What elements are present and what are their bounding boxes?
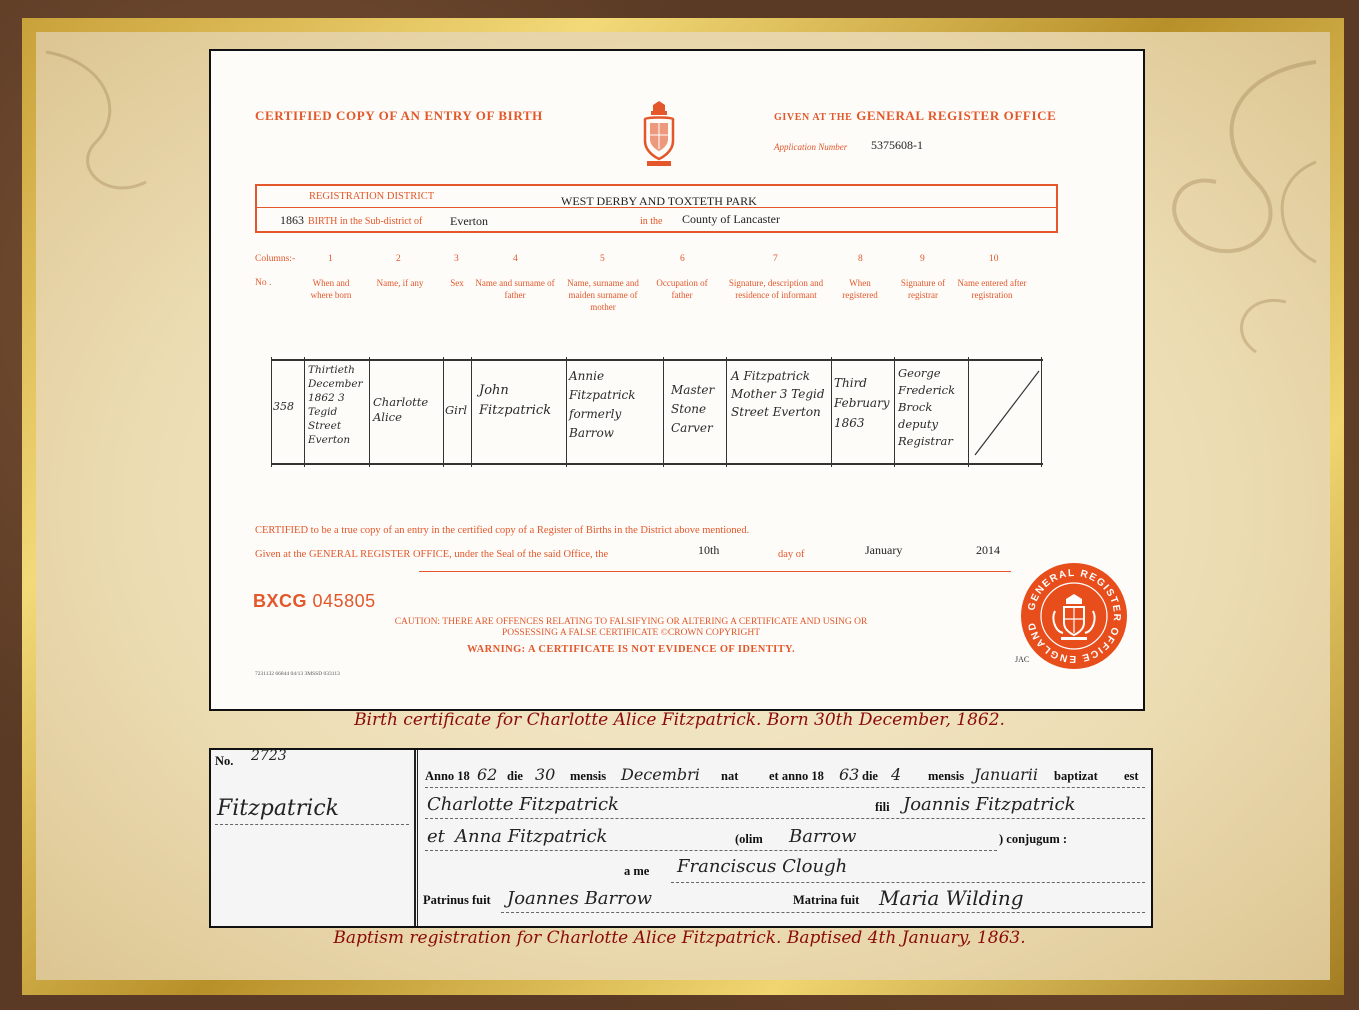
registration-district-label: REGISTRATION DISTRICT <box>309 191 435 202</box>
general-register-office-seal-icon <box>1019 561 1129 671</box>
jac-initials: JAC <box>1015 655 1030 664</box>
entry-row <box>271 359 1043 465</box>
entry-mother: Annie Fitzpatrick formerly Barrow <box>569 369 636 440</box>
print-code: 7231132 66844 04/13 3MSSD 033113 <box>255 671 340 677</box>
die-value: 30 <box>535 765 556 784</box>
mensis-label: mensis <box>570 769 607 783</box>
baptism-child: Charlotte Fitzpatrick <box>427 794 619 815</box>
day-of-label: day of <box>778 549 805 560</box>
in-the-label: in the <box>640 216 663 227</box>
baptism-priest: Franciscus Clough <box>677 856 848 877</box>
baptism-mother: Anna Fitzpatrick <box>455 826 608 847</box>
et-anno-label: et anno 18 <box>769 769 824 783</box>
et-anno-year: 63 <box>839 765 860 784</box>
baptizat-label: baptizat <box>1054 769 1098 783</box>
matrina-label: Matrina fuit <box>793 893 860 907</box>
entry-name: Charlotte Alice <box>373 395 429 424</box>
given-at-office: GIVEN AT THE GENERAL REGISTER OFFICE <box>774 108 1057 123</box>
birth-certificate <box>209 49 1145 711</box>
die2-value: 4 <box>891 765 902 784</box>
application-number: 5375608-1 <box>871 138 923 152</box>
entry-registrar: George Frederick Brock deputy Registrar <box>898 366 956 448</box>
column-number: 10 <box>989 254 999 264</box>
birth-caption: Birth certificate for Charlotte Alice Fitzpatrick. Born 30th December, 1862. <box>354 710 1005 730</box>
column-number: 1 <box>328 254 333 264</box>
baptism-register-excerpt <box>209 748 1153 928</box>
column-header: Signature of registrar <box>900 278 946 300</box>
column-header: Name, if any <box>376 278 424 288</box>
column-header: Name, surname and maiden surname of mother <box>567 278 639 312</box>
column-header: Signature, description and residence of informant <box>728 278 824 300</box>
olim-value: Barrow <box>789 826 857 847</box>
baptism-surname: Fitzpatrick <box>217 796 339 821</box>
fili-label: fili <box>875 800 890 814</box>
baptism-caption: Baptism registration for Charlotte Alice Fitzpatrick. Baptised 4th January, 1863. <box>333 928 1026 948</box>
column-number: 3 <box>454 254 459 264</box>
et-label: et <box>427 826 445 847</box>
warning-notice: WARNING: A CERTIFICATE IS NOT EVIDENCE OF IDENTITY. <box>466 644 796 655</box>
patrinus-label: Patrinus fuit <box>423 893 491 907</box>
nat-label: nat <box>721 769 739 783</box>
certificate-month: January <box>865 543 903 557</box>
entry-number: 358 <box>273 400 294 413</box>
column-header: Occupation of father <box>656 278 708 300</box>
baptism-no-value: 2723 <box>251 748 287 764</box>
column-header: When and where born <box>310 278 352 300</box>
column-number: 8 <box>858 254 863 264</box>
mensis2-value: Januarii <box>974 765 1038 784</box>
subdistrict: Everton <box>450 214 488 228</box>
entry-informant: A Fitzpatrick Mother 3 Tegid Street Everton <box>731 369 825 419</box>
column-header: When registered <box>842 278 878 300</box>
royal-crest-icon <box>639 101 679 169</box>
column-number: 2 <box>396 254 401 264</box>
column-header: Sex <box>450 278 464 288</box>
entry-occupation: Master Stone Carver <box>671 383 715 435</box>
baptism-patrinus: Joannes Barrow <box>507 888 652 909</box>
signature-line <box>419 571 1011 572</box>
baptism-father: Joannis Fitzpatrick <box>903 794 1076 815</box>
a-me-label: a me <box>624 864 650 878</box>
olim-label: (olim <box>735 832 763 846</box>
column-header: Name and surname of father <box>475 278 555 300</box>
conjugum-label: ) conjugum : <box>999 832 1068 846</box>
die2-label: die <box>862 769 878 783</box>
anno-label: Anno 18 <box>425 769 470 783</box>
given-statement: Given at the GENERAL REGISTER OFFICE, under the Seal of the said Office, the <box>255 549 609 560</box>
baptism-matrina: Maria Wilding <box>879 886 1024 910</box>
die-label: die <box>507 769 523 783</box>
column-number: 6 <box>680 254 685 264</box>
entry-when-where-born: Thirtieth December 1862 3 Tegid Street Everton <box>308 364 363 446</box>
svg-text:GENERAL REGISTER OFFICE ENGLAN: GENERAL REGISTER OFFICE ENGLAND <box>1026 567 1123 665</box>
est-label: est <box>1124 769 1139 783</box>
swirl-ornament-top-left <box>36 32 196 232</box>
column-number: 7 <box>773 254 778 264</box>
entry-sex: Girl <box>445 403 468 417</box>
caution-notice: CAUTION: THERE ARE OFFENCES RELATING TO FALSIFYING OR ALTERING A CERTIFICATE AND USING OR POSSESSING A FALSE CERTIFICATE ©CROWN COPYRIGHT <box>394 617 868 638</box>
baptism-no-label: No. <box>215 754 234 768</box>
mensis2-label: mensis <box>928 769 965 783</box>
entry-father: John Fitzpatrick <box>479 383 552 418</box>
columns-label: Columns:- <box>255 254 296 264</box>
birth-subdistrict-label: BIRTH in the Sub-district of <box>308 216 423 227</box>
application-number-label: Application Number <box>774 142 848 152</box>
certified-statement: CERTIFIED to be a true copy of an entry in the certified copy of a Register of Births in the District above mentioned. <box>255 525 750 536</box>
county: County of Lancaster <box>682 212 780 226</box>
cancel-stroke <box>971 365 1041 459</box>
column-number: 4 <box>513 254 518 264</box>
column-number: 9 <box>920 254 925 264</box>
mensis-value: Decembri <box>621 765 700 784</box>
certificate-year: 2014 <box>976 543 1000 557</box>
no-label: No . <box>255 278 272 288</box>
anno-year: 62 <box>477 765 498 784</box>
registration-year: 1863 <box>280 213 304 227</box>
column-header: Name entered after registration <box>957 278 1027 300</box>
registration-box <box>255 184 1058 233</box>
entry-when-registered: Third February 1863 <box>834 376 890 430</box>
certificate-day: 10th <box>698 543 720 557</box>
serial-number: BXCG 045805 <box>253 591 376 611</box>
certificate-title: CERTIFIED COPY OF AN ENTRY OF BIRTH <box>255 108 543 123</box>
column-number: 5 <box>600 254 605 264</box>
registration-district: WEST DERBY AND TOXTETH PARK <box>561 194 757 208</box>
